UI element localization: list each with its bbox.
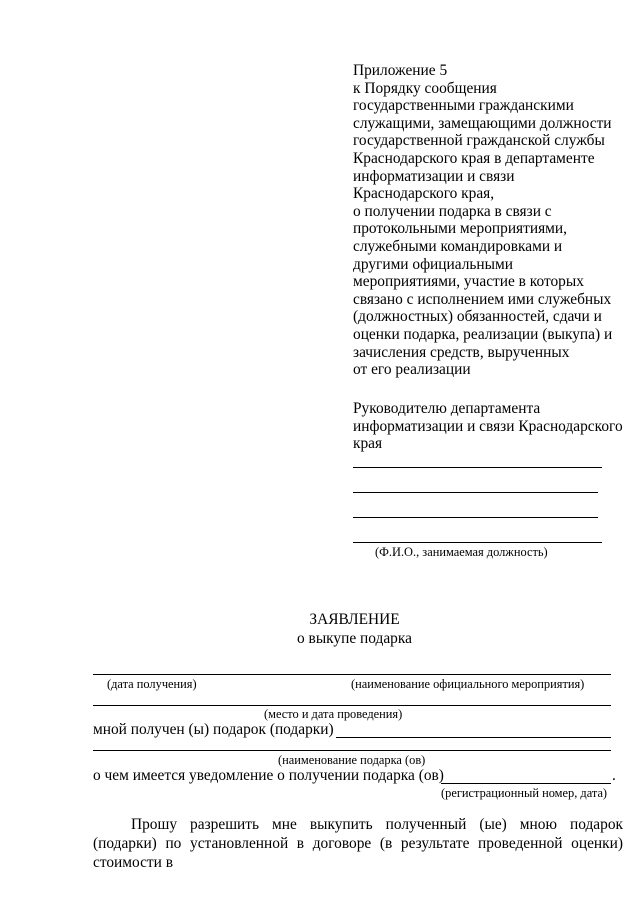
statement-subtitle: о выкупе подарка: [297, 630, 412, 647]
appendix-line: служебными командировками и: [353, 237, 563, 255]
appendix-line: государственными гражданскими: [353, 97, 574, 115]
appendix-line: мероприятиями, участие в которых: [353, 273, 584, 291]
place-blank-line[interactable]: [93, 705, 611, 706]
addressee-block: [353, 400, 628, 453]
addressee-blank-line[interactable]: [353, 542, 602, 543]
request-paragraph: [93, 815, 623, 872]
appendix-line: оценки подарка, реализации (выкупа) и: [353, 325, 613, 343]
addressee-blank-line[interactable]: [353, 492, 598, 493]
statement-title: ЗАЯВЛЕНИЕ: [309, 611, 400, 628]
addressee-blank-line[interactable]: [353, 517, 598, 518]
appendix-line: служащими, замещающими должности: [353, 114, 612, 132]
notice-period: .: [612, 767, 616, 784]
appendix-line: связано с исполнением ими служебных: [353, 290, 612, 308]
reg-caption: (регистрационный номер, дата): [441, 786, 608, 800]
notice-text: о чем имеется уведомление о получении подарка (ов): [93, 767, 444, 784]
appendix-line: Приложение 5: [353, 62, 448, 79]
reg-number-blank-line[interactable]: [441, 783, 611, 784]
received-text: мной получен (ы) подарок (подарки): [93, 721, 334, 738]
received-blank-line[interactable]: [336, 737, 611, 738]
appendix-line: от его реализации: [353, 361, 471, 379]
gift-blank-line[interactable]: [93, 750, 611, 751]
appendix-line: протокольными мероприятиями,: [353, 220, 568, 238]
date-caption: (дата получения): [107, 677, 197, 691]
paragraph-text: Прошу разрешить мне выкупить полученный (ые) мною подарок (подарки) по установленной в договоре (в результате проведенной оценки) стоимости в: [93, 816, 623, 871]
appendix-line: Краснодарского края,: [353, 185, 495, 203]
addressee-caption: (Ф.И.О., занимаемая должность): [375, 545, 548, 559]
event-caption: (наименование официального мероприятия): [351, 677, 585, 691]
appendix-line: информатизации и связи: [353, 167, 515, 185]
appendix-line: зачисления средств, вырученных: [353, 343, 570, 361]
date-event-blank-line[interactable]: [93, 674, 611, 675]
addressee-line: информатизации и связи Краснодарского: [353, 417, 623, 435]
appendix-line: о получении подарка в связи с: [353, 202, 552, 220]
appendix-heading: [353, 62, 628, 379]
appendix-line: Краснодарского края в департаменте: [353, 149, 595, 167]
addressee-blank-line[interactable]: [353, 467, 602, 468]
appendix-line: к Порядку сообщения: [353, 79, 497, 97]
gift-caption: (наименование подарка (ов): [278, 753, 426, 767]
place-caption: (место и дата проведения): [264, 707, 403, 721]
appendix-line: другими официальными: [353, 255, 513, 273]
appendix-line: (должностных) обязанностей, сдачи и: [353, 308, 602, 326]
appendix-line: государственной гражданской службы: [353, 132, 605, 150]
addressee-line: края: [353, 435, 383, 453]
addressee-line: Руководителю департамента: [353, 400, 541, 417]
